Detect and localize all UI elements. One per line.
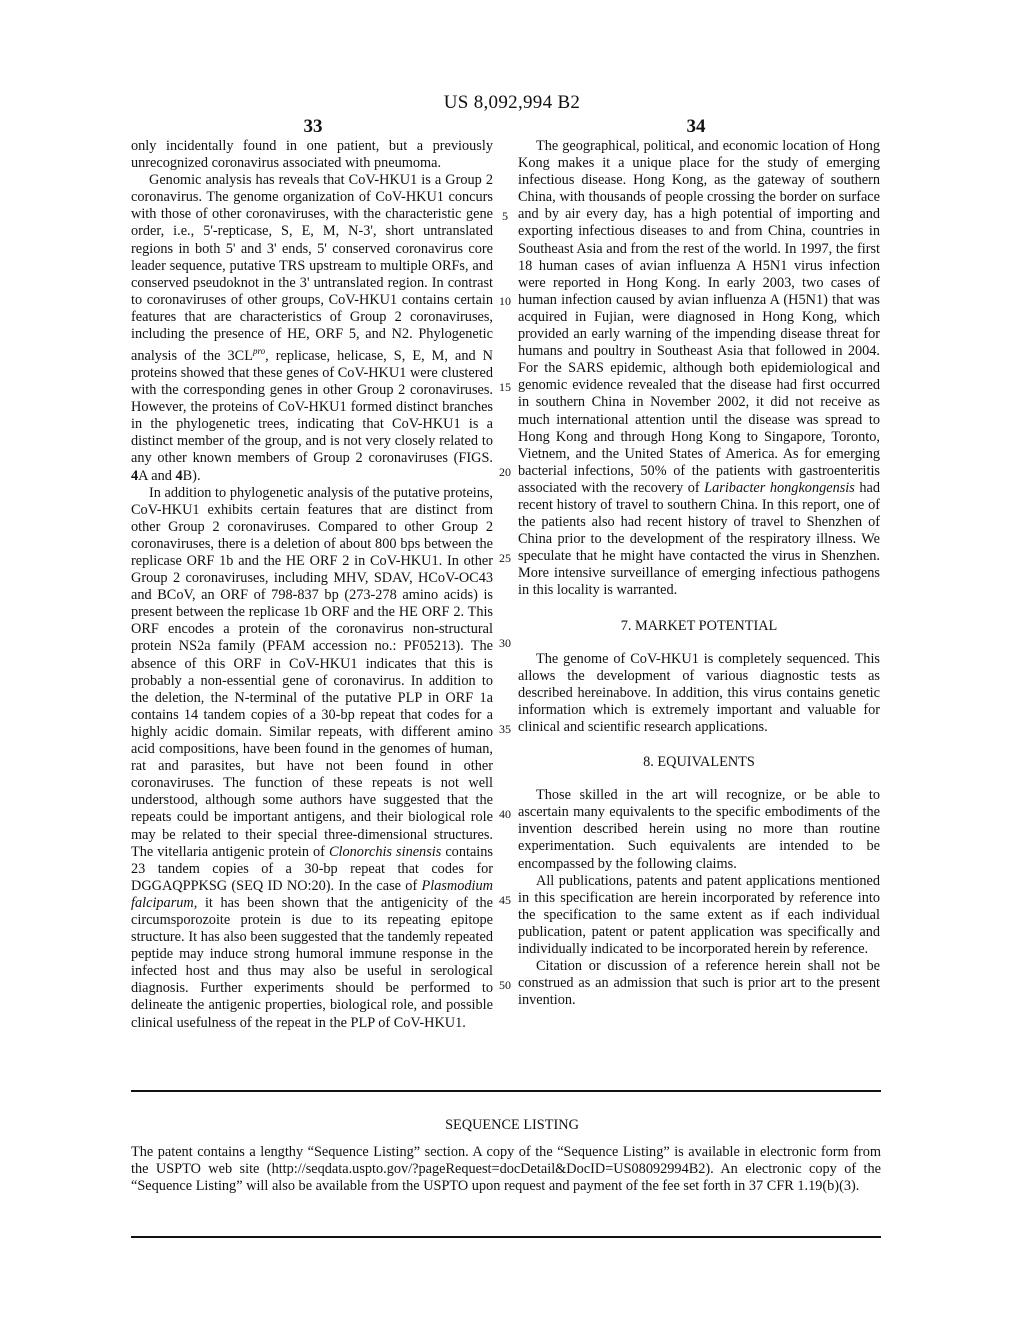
line-number: 30 — [499, 636, 511, 650]
line-number: 10 — [499, 294, 511, 308]
divider-bottom — [131, 1236, 881, 1238]
line-number: 5 — [502, 209, 508, 223]
paragraph: All publications, patents and patent applications mentioned in this specification are herein incorporated by reference into the specification to the same extent as if each individual publication, patent or patent application was specifically and individually indicated to be incorporated herein by reference. — [518, 872, 880, 958]
line-number: 15 — [499, 380, 511, 394]
page-number-right: 34 — [686, 116, 706, 137]
section-heading: 8. EQUIVALENTS — [643, 754, 755, 771]
patent-number: US 8,092,994 B2 — [443, 92, 581, 113]
line-number: 25 — [499, 551, 511, 565]
section-heading: 7. MARKET POTENTIAL — [620, 617, 778, 634]
line-number: 50 — [499, 978, 511, 992]
paragraph: Citation or discussion of a reference herein shall not be construed as an admission that such is prior art to the present invention. — [518, 958, 880, 1009]
paragraph: The geographical, political, and economic location of Hong Kong makes it a unique place for the study of emerging infectious disease. Hong Kong, as the gateway of southern China, with thousands of people crossing the border on surface and by air every day, has a high potential of importing and exporting infectious diseases to and from China, countries in Southeast Asia and from the rest of the world. In 1997, the first 18 human cases of avian influenza A H5N1 virus infection were reported in Hong Kong. In early 2003, two cases of human infection caused by avian influenza A (H5N1) that was acquired in Fujian, were diagnosed in Hong Kong, which provided an early warning of the impending disease threat for humans and poultry in Southeast Asia that followed in 2004. For the SARS epidemic, although both epidemiological and genomic evidence revealed that the disease had first occurred in southern China in November 2002, it did not receive as much international attention until the disease was spread to Hong Kong and through Hong Kong to Singapore, Toronto, Vietnem, and the United States of America. As for emerging bacterial infections, 50% of the patients with gastroenteritis associated with the recovery of Laribacter hongkongensis had recent history of travel to southern China. In this report, one of the patients also had recent history of travel to Shenzhen of China prior to the development of the respiratory illness. We speculate that he might have contacted the virus in Shenzhen. More intensive surveillance of emerging infectious pathogens in this locality is warranted. — [518, 138, 881, 599]
left-column — [131, 138, 493, 1032]
paragraph: only incidentally found in one patient, but a previously unrecognized coronavirus associated with pneumoma. — [131, 138, 493, 172]
line-number: 20 — [499, 465, 511, 479]
page-number-left: 33 — [303, 116, 323, 137]
sequence-listing-body: The patent contains a lengthy “Sequence Listing” section. A copy of the “Sequence Listing” is available in electronic form from the USPTO web site (http://seqdata.uspto.gov/?pageRequest=docDetail&DocID=US08092994B2). An electronic copy of the “Sequence Listing” will also be available from the USPTO upon request and payment of the fee set forth in 37 CFR 1.19(b)(3). — [131, 1144, 881, 1195]
line-number: 35 — [499, 722, 511, 736]
right-column — [518, 138, 880, 1009]
divider-top — [131, 1090, 881, 1092]
paragraph: In addition to phylogenetic analysis of the putative proteins, CoV-HKU1 exhibits certain features that are distinct from other Group 2 coronaviruses. Compared to other Group 2 coronaviruses, there is a deletion of about 800 bps between the replicase ORF 1b and the HE ORF 2 in CoV-HKU1. In other Group 2 coronaviruses, including MHV, SDAV, HCoV-OC43 and BCoV, an ORF of 798-837 bp (273-278 amino acids) is present between the replicase 1b ORF and the HE ORF 2. This ORF encodes a protein of the coronavirus non-structural protein NS2a family (PFAM accession no.: PF05213). The absence of this ORF in CoV-HKU1 indicates that this is probably a non-essential gene of coronavirus. In addition to the deletion, the N-terminal of the putative PLP in ORF 1a contains 14 tandem copies of a 30-bp repeat that codes for a highly acidic domain. Similar repeats, with different amino acid compositions, have been found in the genomes of human, rat and parasites, but have not been found in other coronaviruses. The function of these repeats is not well understood, although some authors have suggested that the repeats could be important antigens, and their biological role may be related to their special three-dimensional structures. The vitellaria antigenic protein of Clonorchis sinensis contains 23 tandem copies of a 30-bp repeat that codes for DGGAQPPKSG (SEQ ID NO:20). In the case of Plasmodium falciparum, it has been shown that the antigenicity of the circumsporozoite protein is due to its repeating epitope structure. It has also been suggested that the tandemly repeated peptide may induce strong humoral immune response in the infected host and thus may also be useful in serological diagnosis. Further experiments should be performed to delineate the antigenic properties, biological role, and possible clinical usefulness of the repeat in the PLP of CoV-HKU1. — [131, 484, 493, 1031]
paragraph: The genome of CoV-HKU1 is completely sequenced. This allows the development of various diagnostic tests as described hereinabove. In addition, this virus contains genetic information which is extremely important and valuable for clinical and scientific research applications. — [518, 650, 880, 735]
line-number: 45 — [499, 893, 511, 907]
paragraph: Genomic analysis has reveals that CoV-HKU1 is a Group 2 coronavirus. The genome organization of CoV-HKU1 concurs with those of other coronaviruses, with the characteristic gene order, i.e., 5'-repticase, S, E, M, N-3', short untranslated regions in both 5' and 3' ends, 5' conserved coronavirus core leader sequence, putative TRS upstream to multiple ORFs, and conserved pseudoknot in the 3' untranslated region. In contrast to coronaviruses of other groups, CoV-HKU1 contains certain features that are characteristics of Group 2 coronaviruses, including the presence of HE, ORF 5, and N2. Phylogenetic analysis of the $3CL^{pro}$, replicase, helicase, S, E, M, and N proteins showed that these genes of CoV-HKU1 were clustered with the corresponding genes in other Group 2 coronaviruses. However, the proteins of CoV-HKU1 formed distinct branches in the phylogenetic trees, indicating that CoV-HKU1 is a distinct member of the group, and is not very closely related to any other known members of Group 2 coronaviruses (FIGS. 4A and 4B). — [131, 172, 493, 484]
sequence-listing-title: SEQUENCE LISTING — [445, 1117, 579, 1133]
paragraph: Those skilled in the art will recognize, or be able to ascertain many equivalents to the specific embodiments of the invention described herein using no more than routine experimentation. Such equivalents are intended to be encompassed by the following claims. — [518, 787, 880, 872]
line-number: 40 — [499, 807, 511, 821]
